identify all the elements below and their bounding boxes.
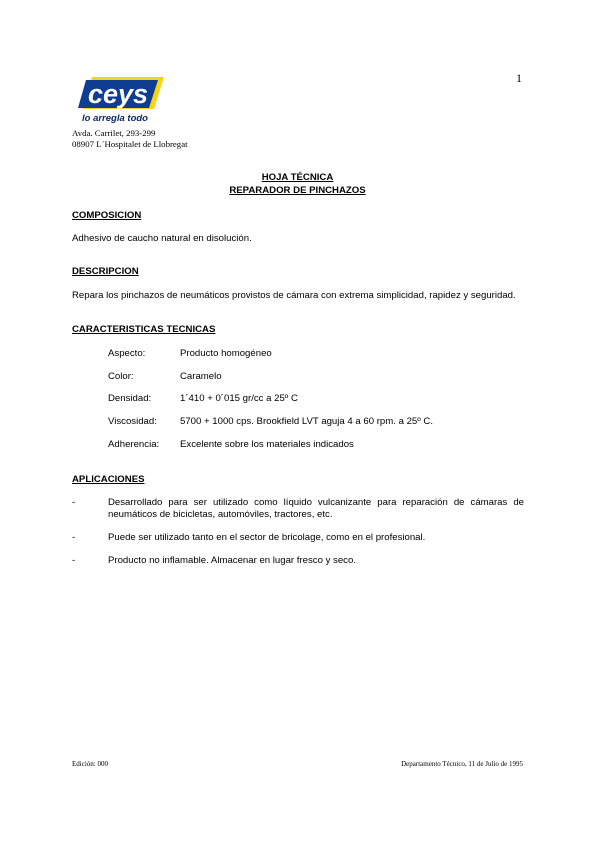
aplicaciones-heading: APLICACIONES	[72, 474, 145, 485]
composicion-heading: COMPOSICION	[72, 210, 142, 221]
caracteristicas-heading: CARACTERISTICAS TECNICAS	[72, 324, 216, 335]
logo-slogan-text: lo arregla todo	[82, 113, 148, 124]
footer-department: Departamento Técnico, 11 de Julio de 1995	[401, 760, 523, 768]
application-bullet: -	[72, 555, 76, 566]
document-subtitle: REPARADOR DE PINCHAZOS	[229, 185, 366, 196]
prop-value-adherencia: Excelente sobre los materiales indicados	[180, 439, 354, 450]
descripcion-text: Repara los pinchazos de neumáticos provistos de cámara con extrema simplicidad, rapidez y seguridad.	[72, 290, 516, 301]
page-number: 1	[516, 71, 522, 85]
application-item-1: Desarrollado para ser utilizado como líquido vulcanizante para reparación de cámaras de neumáticos de bicicletas, automóviles, tractores, etc.	[108, 497, 524, 520]
address-line-2: 08907 L´Hospitalet de Llobregat	[72, 139, 188, 149]
document-title: HOJA TÉCNICA	[261, 172, 334, 183]
prop-value-aspecto: Producto homogéneo	[180, 348, 272, 359]
prop-label-adherencia: Adherencia:	[108, 439, 160, 450]
prop-label-densidad: Densidad:	[108, 393, 152, 404]
prop-value-viscosidad: 5700 + 1000 cps. Brookfield LVT aguja 4 a 60 rpm. a 25º C.	[180, 416, 434, 427]
logo-brand-text: ceys	[87, 79, 149, 109]
application-item-2: Puede ser utilizado tanto en el sector de bricolage, como en el profesional.	[108, 532, 426, 543]
prop-label-color: Color:	[108, 371, 134, 382]
footer-edition: Edición: 000	[72, 760, 108, 768]
ceys-logo	[78, 75, 164, 125]
prop-label-viscosidad: Viscosidad:	[108, 416, 157, 427]
application-bullet: -	[72, 497, 76, 508]
prop-label-aspecto: Aspecto:	[108, 348, 146, 359]
address-line-1: Avda. Carrilet, 293-299	[72, 128, 156, 138]
application-item-3: Producto no inflamable. Almacenar en lugar fresco y seco.	[108, 555, 356, 566]
application-bullet: -	[72, 532, 76, 543]
prop-value-densidad: 1´410 + 0´015 gr/cc a 25º C	[180, 393, 298, 404]
composicion-text: Adhesivo de caucho natural en disolución.	[72, 233, 252, 244]
descripcion-heading: DESCRIPCION	[72, 266, 139, 277]
prop-value-color: Caramelo	[180, 371, 222, 382]
